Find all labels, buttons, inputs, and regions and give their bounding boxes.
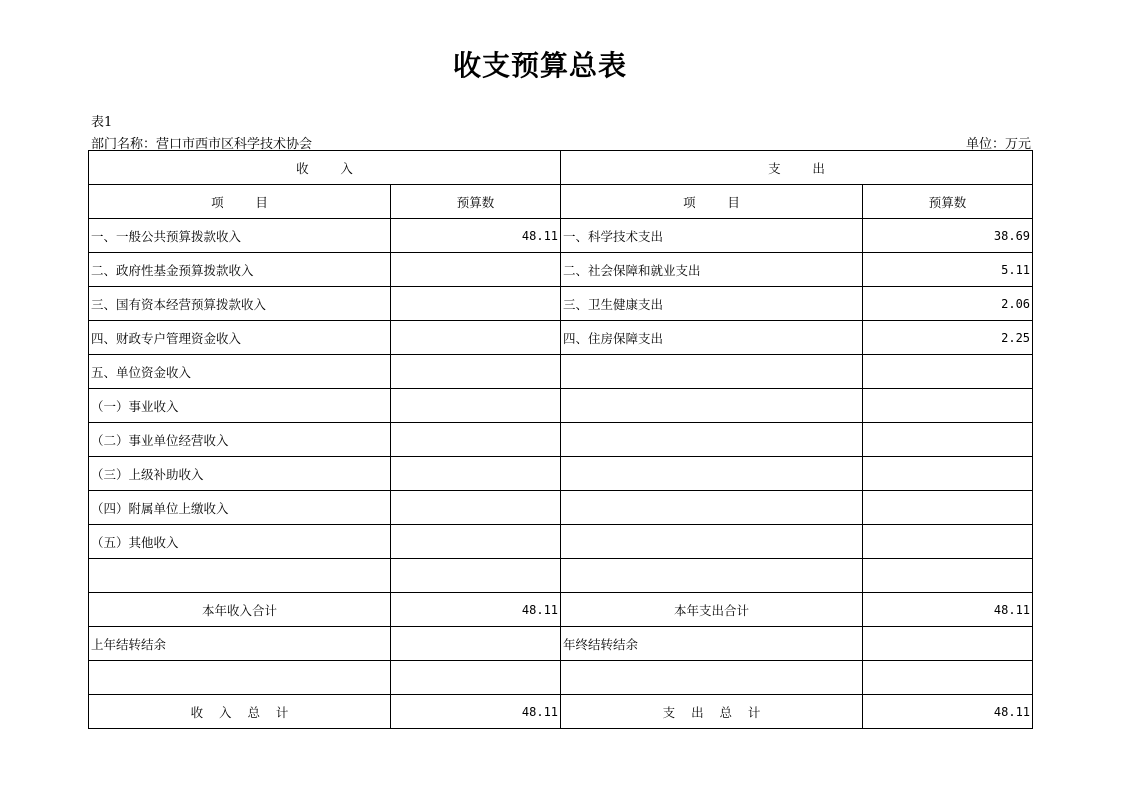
expense-item: [561, 457, 863, 491]
income-item: （一）事业收入: [89, 389, 391, 423]
column-header-row: [89, 185, 1033, 219]
expense-item: [561, 389, 863, 423]
expense-value: [863, 389, 1033, 423]
table-row: [89, 287, 1033, 321]
table-row: [89, 491, 1033, 525]
income-item: （五）其他收入: [89, 525, 391, 559]
table-row: [89, 423, 1033, 457]
income-item: [89, 559, 391, 593]
prior-year-carryover-label: 上年结转结余: [89, 627, 391, 661]
income-item: （二）事业单位经营收入: [89, 423, 391, 457]
blank-cell: [89, 661, 391, 695]
expense-budget-header: 预算数: [863, 185, 1033, 219]
expense-value: 2.25: [863, 321, 1033, 355]
income-item: 二、政府性基金预算拨款收入: [89, 253, 391, 287]
expense-value: [863, 559, 1033, 593]
year-end-carryover-value: [863, 627, 1033, 661]
expense-item: [561, 559, 863, 593]
income-header: 收 入: [89, 151, 561, 185]
income-value: [391, 321, 561, 355]
unit-label: 单位：万元: [965, 137, 1031, 152]
blank-cell: [391, 661, 561, 695]
income-item: （四）附属单位上缴收入: [89, 491, 391, 525]
income-item: 四、财政专户管理资金收入: [89, 321, 391, 355]
year-expense-total-label: 本年支出合计: [561, 593, 863, 627]
year-income-total-label: 本年收入合计: [89, 593, 391, 627]
income-budget-header: 预算数: [391, 185, 561, 219]
blank-row: [89, 661, 1033, 695]
income-item: 五、单位资金收入: [89, 355, 391, 389]
income-value: 48.11: [391, 219, 561, 253]
income-value: [391, 355, 561, 389]
carry-over-row: [89, 627, 1033, 661]
income-value: [391, 525, 561, 559]
section-header-row: [89, 151, 1033, 185]
page-title: 收支预算总表: [452, 49, 627, 82]
expense-header: 支 出: [561, 151, 1033, 185]
income-item: 三、国有资本经营预算拨款收入: [89, 287, 391, 321]
expense-grand-total-value: 48.11: [863, 695, 1033, 729]
income-item-header: 项 目: [89, 185, 391, 219]
table-row: [89, 559, 1033, 593]
expense-value: [863, 491, 1033, 525]
expense-value: 2.06: [863, 287, 1033, 321]
income-value: [391, 287, 561, 321]
income-item: 一、一般公共预算拨款收入: [89, 219, 391, 253]
expense-item-header: 项 目: [561, 185, 863, 219]
budget-table: [88, 150, 1033, 729]
table-row: [89, 355, 1033, 389]
department-name: 部门名称：营口市西市区科学技术协会: [91, 137, 313, 152]
expense-item: 一、科学技术支出: [561, 219, 863, 253]
expense-value: 5.11: [863, 253, 1033, 287]
grand-total-row: [89, 695, 1033, 729]
income-item: （三）上级补助收入: [89, 457, 391, 491]
expense-grand-total-label: 支 出 总 计: [561, 695, 863, 729]
expense-value: [863, 423, 1033, 457]
year-income-total-value: 48.11: [391, 593, 561, 627]
blank-cell: [863, 661, 1033, 695]
year-expense-total-value: 48.11: [863, 593, 1033, 627]
year-end-carryover-label: 年终结转结余: [561, 627, 863, 661]
income-value: [391, 253, 561, 287]
expense-item: [561, 491, 863, 525]
prior-year-carryover-value: [391, 627, 561, 661]
table-row: [89, 253, 1033, 287]
year-total-row: [89, 593, 1033, 627]
expense-value: [863, 355, 1033, 389]
expense-item: [561, 423, 863, 457]
table-row: [89, 321, 1033, 355]
table-number: 表1: [91, 115, 113, 130]
expense-item: 三、卫生健康支出: [561, 287, 863, 321]
table-row: [89, 525, 1033, 559]
income-value: [391, 559, 561, 593]
expense-value: [863, 525, 1033, 559]
expense-item: [561, 525, 863, 559]
income-value: [391, 491, 561, 525]
income-value: [391, 457, 561, 491]
expense-value: [863, 457, 1033, 491]
table-row: [89, 457, 1033, 491]
table-row: [89, 389, 1033, 423]
expense-item: 二、社会保障和就业支出: [561, 253, 863, 287]
table-row: [89, 219, 1033, 253]
expense-item: 四、住房保障支出: [561, 321, 863, 355]
income-grand-total-value: 48.11: [391, 695, 561, 729]
income-value: [391, 423, 561, 457]
blank-cell: [561, 661, 863, 695]
income-value: [391, 389, 561, 423]
expense-value: 38.69: [863, 219, 1033, 253]
income-grand-total-label: 收 入 总 计: [89, 695, 391, 729]
expense-item: [561, 355, 863, 389]
